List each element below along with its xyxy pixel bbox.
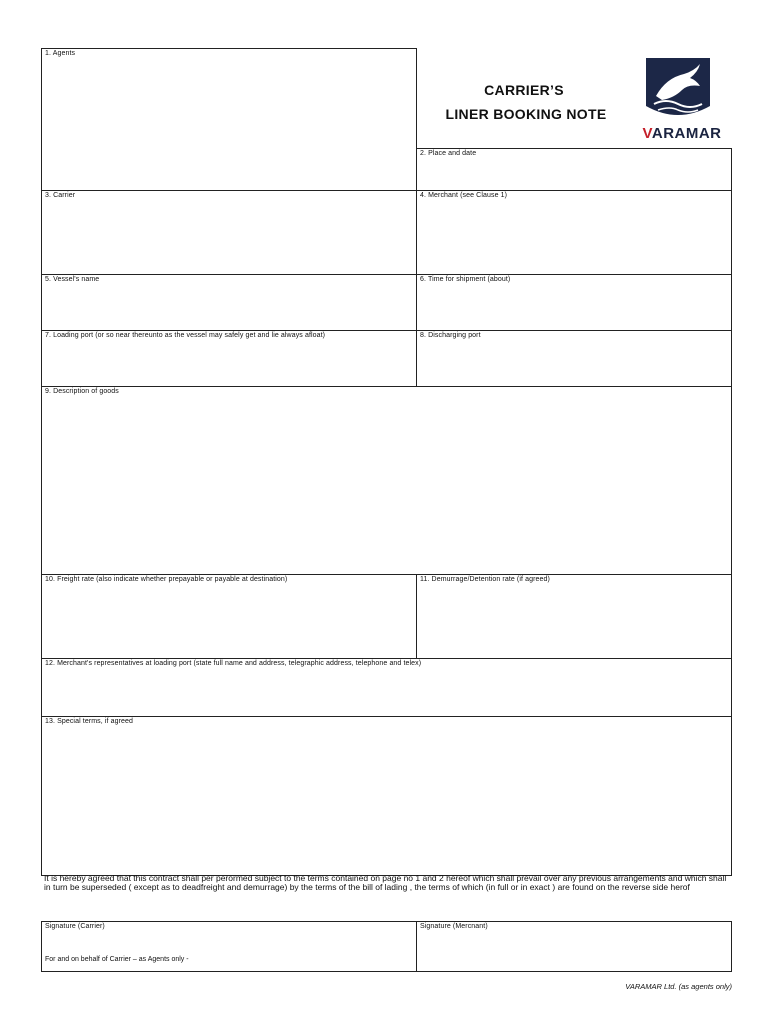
agents-field[interactable]: [41, 48, 417, 191]
discharging-port-label: 8. Discharging port: [420, 332, 481, 339]
place-date-label: 2. Place and date: [420, 150, 477, 157]
agreement-text: It is hereby agreed that this contract shall per perormed subject to the terms contained on page no 1 and 2 hereof which shall prevail over any previous arrangements and which shall in turn be superseded ( except as to deadfreight and demurrage) by the terms of the bill of lading , the terms of which (in full or in exact ) are found on the reverse side herof: [44, 873, 727, 892]
time-for-shipment-field[interactable]: [416, 274, 732, 331]
special-terms-label: 13. Special terms, if agreed: [45, 718, 134, 725]
whale-icon: [644, 56, 712, 124]
varamar-logo: [636, 56, 728, 146]
demurrage-rate-field[interactable]: [416, 574, 732, 659]
special-terms-field[interactable]: [41, 716, 732, 876]
loading-port-label: 7. Loading port (or so near thereunto as the vessel may safely get and lie always afloat): [45, 332, 326, 339]
merchant-representatives-field[interactable]: [41, 658, 732, 717]
freight-rate-label: 10. Freight rate (also indicate whether prepayable or payable at destination): [45, 576, 288, 583]
carrier-agents-note: For and on behalf of Carrier – as Agents only -: [45, 956, 189, 963]
footer-note: VARAMAR Ltd. (as agents only): [625, 982, 732, 991]
vessel-name-label: 5. Vessel's name: [45, 276, 100, 283]
carrier-label: 3. Carrier: [45, 192, 76, 199]
time-for-shipment-label: 6. Time for shipment (about): [420, 276, 511, 283]
merchant-label: 4. Merchant (see Clause 1): [420, 192, 508, 199]
merchant-signature-field[interactable]: [416, 921, 732, 972]
document-title-line2: LINER BOOKING NOTE: [445, 106, 607, 122]
vessel-name-field[interactable]: [41, 274, 417, 331]
logo-wordmark: VARAMAR: [642, 125, 722, 142]
carrier-field[interactable]: [41, 190, 417, 275]
merchant-field[interactable]: [416, 190, 732, 275]
description-of-goods-field[interactable]: [41, 386, 732, 575]
demurrage-rate-label: 11. Demurrage/Detention rate (if agreed): [420, 576, 550, 583]
merchant-representatives-label: 12. Merchant's representatives at loading port (state full name and address, telegraphic address, telephone and telex): [45, 660, 422, 667]
carrier-signature-field[interactable]: [41, 921, 417, 972]
place-date-field[interactable]: [416, 148, 732, 191]
discharging-port-field[interactable]: [416, 330, 732, 387]
document-title-line1: CARRIER’S: [484, 82, 564, 98]
carrier-signature-label: Signature (Carrier): [45, 923, 105, 930]
loading-port-field[interactable]: [41, 330, 417, 387]
merchant-signature-label: Signature (Mercnant): [420, 923, 488, 930]
freight-rate-field[interactable]: [41, 574, 417, 659]
description-of-goods-label: 9. Description of goods: [45, 388, 119, 395]
agents-label: 1. Agents: [45, 50, 76, 57]
